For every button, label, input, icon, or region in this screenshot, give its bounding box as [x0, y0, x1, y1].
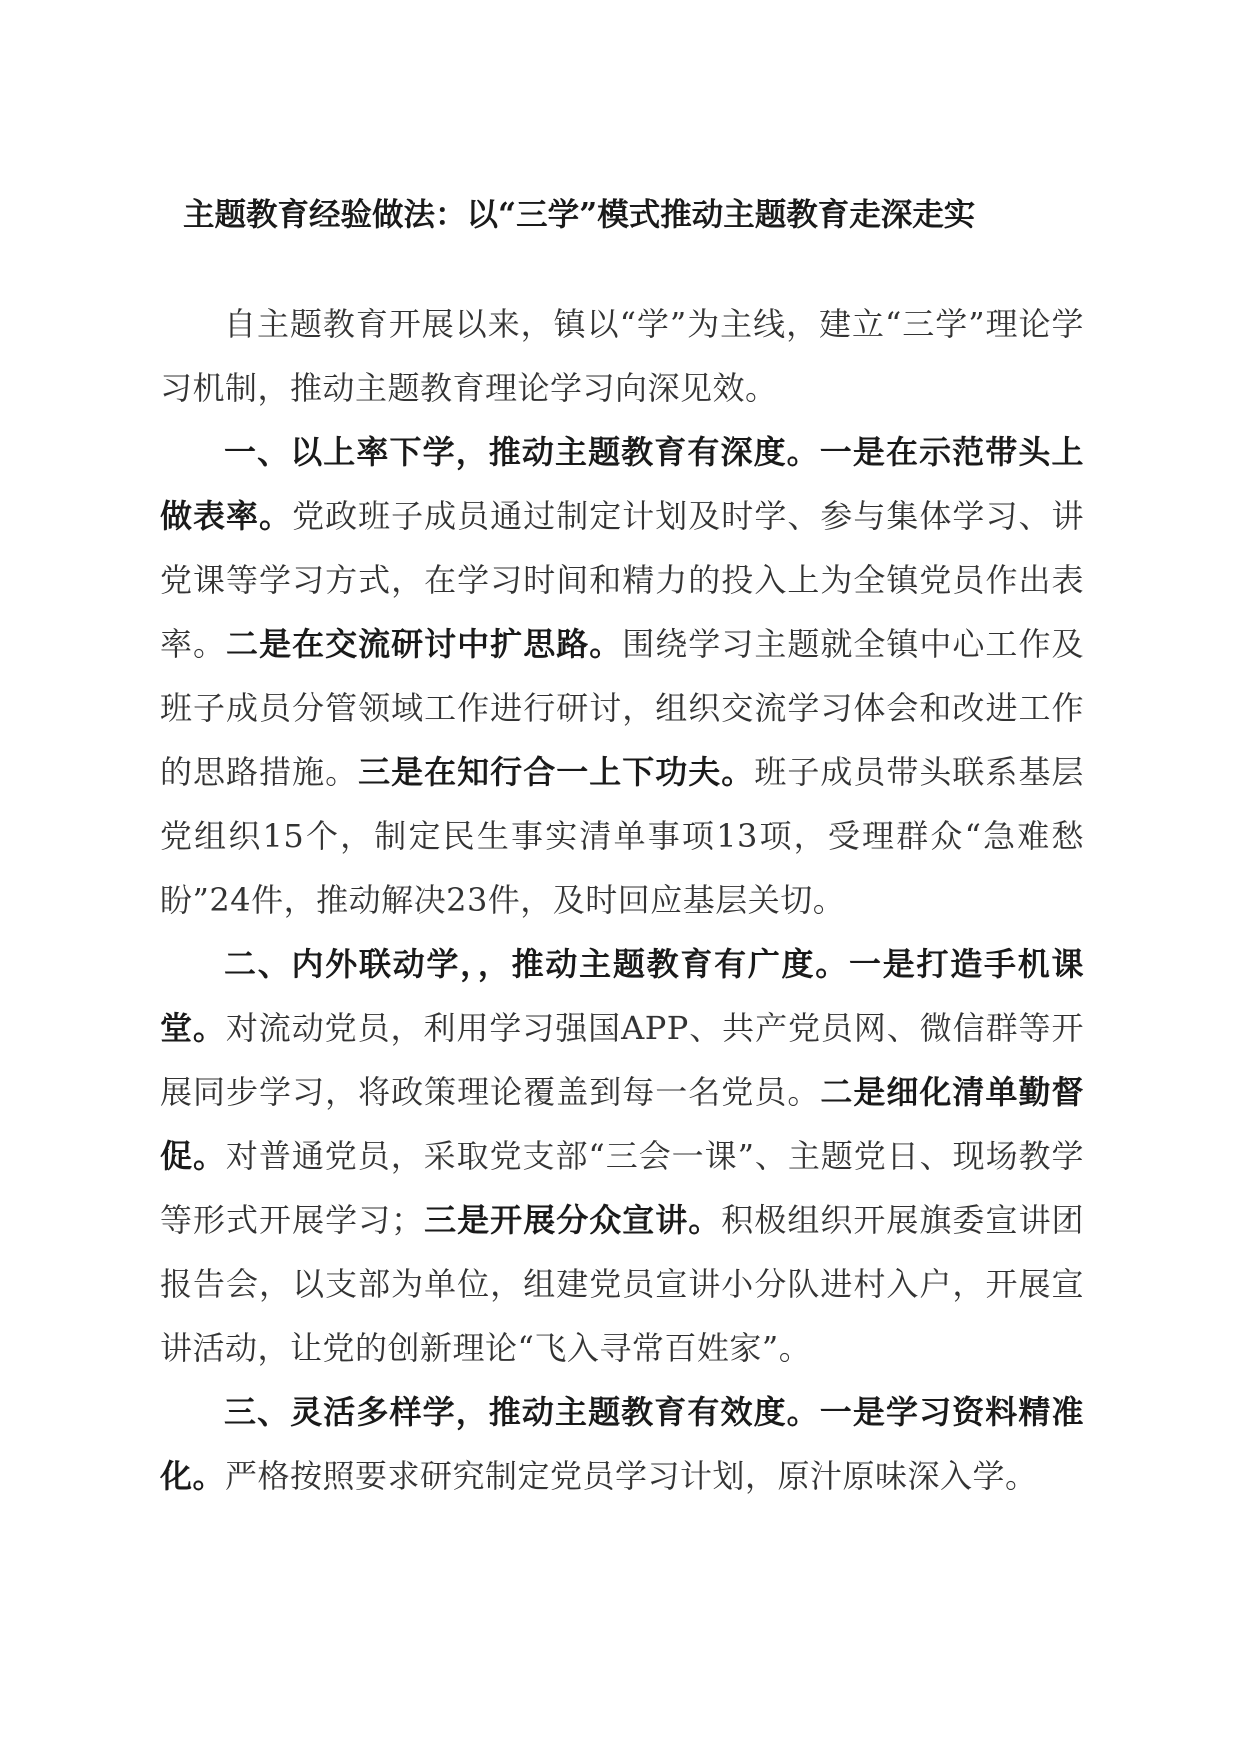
paragraph-text: 自主题教育开展以来，镇以“学”为主线，建立“三学”理论学习机制，推动主题教育理论学习向深见效。: [160, 305, 1084, 407]
paragraph-text: 围绕学习主题就全镇中心工作及班子成员分管领域工作进行研讨，组织交流学习体会和改进工作的思路措施。: [160, 625, 1084, 791]
paragraph-text: 对普通党员，采取党支部“三会一课”、主题党日、现场教学等形式开展学习；: [160, 1137, 1084, 1239]
section-heading: 一、以上率下学，推动主题教育有深度。: [224, 433, 820, 471]
paragraph-text: 严格按照要求研究制定党员学习计划，原汁原味深入学。: [225, 1457, 1038, 1495]
paragraph-text: 党政班子成员通过制定计划及时学、参与集体学习、讲党课等学习方式，在学习时间和精力的投入上为全镇党员作出表率。: [160, 497, 1084, 663]
paragraph-text: 班子成员带头联系基层党组织15个，制定民生事实清单事项13项，受理群众“急难愁盼”24件，推动解决23件，及时回应基层关切。: [160, 753, 1084, 919]
paragraph-text: 对流动党员，利用学习强国APP、共产党员网、微信群等开展同步学习，将政策理论覆盖到每一名党员。: [160, 1009, 1084, 1111]
paragraph-section-1: [160, 420, 1084, 932]
point-heading: 一是学习资料精准化。: [160, 1393, 1084, 1495]
point-heading: 二是在交流研讨中扩思路。: [226, 625, 623, 663]
paragraph-section-3: [160, 1380, 1084, 1508]
point-heading: 一是打造手机课堂。: [160, 945, 1084, 1047]
point-heading: 一是在示范带头上做表率。: [160, 433, 1084, 535]
section-heading: 三、灵活多样学，推动主题教育有效度。: [224, 1393, 820, 1431]
point-heading: 三是开展分众宣讲。: [423, 1201, 722, 1239]
section-heading: 二、内外联动学，，推动主题教育有广度。: [224, 945, 850, 983]
document-title: 主题教育经验做法：以“三学”模式推动主题教育走深走实: [183, 196, 976, 233]
paragraph-intro: [160, 292, 1084, 420]
point-heading: 二是细化清单勤督促。: [160, 1073, 1084, 1175]
point-heading: 三是在知行合一上下功夫。: [358, 753, 755, 791]
document-body: [160, 292, 1084, 1508]
paragraph-text: 积极组织开展旗委宣讲团报告会，以支部为单位，组建党员宣讲小分队进村入户，开展宣讲活动，让党的创新理论“飞入寻常百姓家”。: [160, 1201, 1084, 1367]
paragraph-section-2: [160, 932, 1084, 1380]
